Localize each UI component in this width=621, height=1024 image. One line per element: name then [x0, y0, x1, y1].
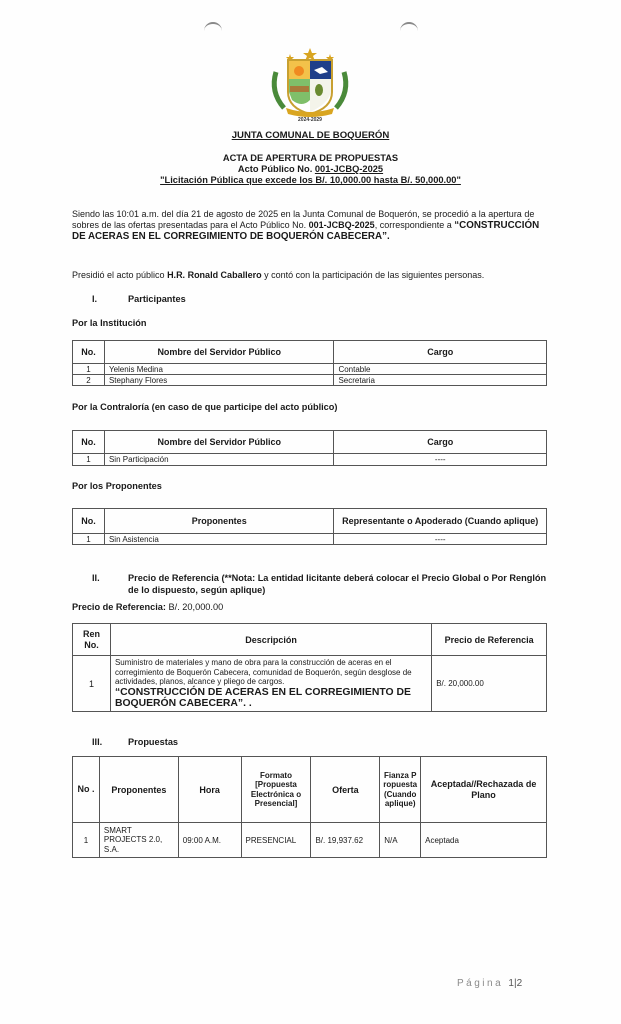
table-header-row: No. Nombre del Servidor Público Cargo [73, 431, 547, 454]
institution-label: Por la Institución [72, 318, 147, 328]
table-header-row: No. Proponentes Representante o Apoderado (Cuando aplique) [73, 509, 547, 534]
presided-paragraph: Presidió el acto público H.R. Ronald Caballero y contó con la participación de las siguientes personas. [72, 270, 485, 280]
table-row: 1 Sin Participación ---- [73, 454, 547, 466]
bid-time: 09:00 A.M. [178, 823, 241, 858]
intro-act-number: 001-JCBQ-2025 [308, 220, 375, 230]
table-row: 1 SMART PROJECTS 2.0, S.A. 09:00 A.M. PRESENCIAL B/. 19,937.62 N/A Aceptada [73, 823, 547, 858]
contraloria-table [72, 430, 547, 466]
tender-type: "Licitación Pública que excede los B/. 10,000.00 hasta B/. 50,000.00" [160, 175, 461, 185]
proponentes-attendance-table [72, 508, 547, 545]
reference-price-value: B/. 20,000.00 [165, 602, 224, 612]
section-2-heading: II. Precio de Referencia (**Nota: La entidad licitante deberá colocar el Precio Global o Por Renglón de lo dispuesto, según aplique) [92, 573, 547, 595]
bid-status: Aceptada [421, 823, 547, 858]
bid-bond: N/A [380, 823, 421, 858]
proposals-table [72, 756, 547, 858]
svg-text:2024-2029: 2024-2029 [298, 117, 322, 122]
org-name: JUNTA COMUNAL DE BOQUERÓN [231, 130, 390, 141]
item-reference-price: B/. 20,000.00 [432, 656, 547, 712]
table-row: 1 Yelenis Medina Contable [73, 364, 547, 375]
section-1-heading: I. Participantes [92, 294, 186, 304]
doc-title: ACTA DE APERTURA DE PROPUESTAS [222, 153, 399, 163]
proponentes-label: Por los Proponentes [72, 481, 162, 491]
table-row: 2 Stephany Flores Secretaria [73, 375, 547, 386]
institution-table [72, 340, 547, 386]
bid-amount: B/. 19,937.62 [311, 823, 380, 858]
table-header-row: Ren No. Descripción Precio de Referencia [73, 624, 547, 656]
contraloria-label: Por la Contraloría (en caso de que participe del acto público) [72, 402, 338, 412]
act-prefix: Acto Público No. [237, 164, 315, 174]
item-description: Suministro de materiales y mano de obra para la construcción de aceras en el corregimiento de Boquerón Cabecera, comunidad de Boquerón, según desglose de actividades, planos, alcance y pliego de cargos. [114, 658, 412, 687]
table-row: 1 Sin Asistencia ---- [73, 534, 547, 545]
reference-price-line: Precio de Referencia: B/. 20,000.00 [72, 602, 224, 612]
table-header-row: No . Proponentes Hora Formato [Propuesta Electrónica o Presencial] Oferta Fianza Propuesta (Cuando aplique) Aceptada//Rechazada de Plano [73, 757, 547, 823]
intro-paragraph: Siendo las 10:01 a.m. del día 21 de agosto de 2025 en la Junta Comunal de Boquerón, se procedió a la apertura de sobres de las ofertas presentadas para el Acto Público No. 001-JCBQ-2025, correspondiente a “CONSTRUCCIÓN DE ACERAS EN EL CORREGIMIENTO DE BOQUERÓN CABECERA”. [72, 209, 540, 242]
table-row: 1 Suministro de materiales y mano de obra para la construcción de aceras en el corregimiento de Boquerón Cabecera, comunidad de Boquerón, según desglose de actividades, planos, alcance y pliego de cargos. “CONSTRUCCIÓN DE ACERAS EN EL CORREGIMIENTO DE BOQUERÓN CABECERA”. . B/. 20,000.00 [73, 656, 547, 712]
bid-format: PRESENCIAL [241, 823, 311, 858]
act-number-line [0, 164, 621, 175]
section-3-heading: III. Propuestas [92, 737, 179, 747]
bidder-name: SMART PROJECTS 2.0, S.A. [99, 823, 178, 858]
presiding-official: H.R. Ronald Caballero [167, 270, 262, 280]
intro-project-name: “CONSTRUCCIÓN DE ACERAS EN EL CORREGIMIENTO DE BOQUERÓN CABECERA”. [72, 220, 540, 242]
table-header-row: No. Nombre del Servidor Público Cargo [73, 341, 547, 364]
coat-of-arms-icon [262, 42, 358, 122]
act-number: 001-JCBQ-2025 [314, 164, 384, 174]
item-project-name: “CONSTRUCCIÓN DE ACERAS EN EL CORREGIMIENTO DE BOQUERÓN CABECERA”. . [114, 686, 411, 709]
page-number: Página 1|2 [457, 978, 523, 989]
reference-price-table [72, 623, 547, 712]
punch-hole-left [204, 22, 222, 40]
punch-hole-right [400, 22, 418, 40]
